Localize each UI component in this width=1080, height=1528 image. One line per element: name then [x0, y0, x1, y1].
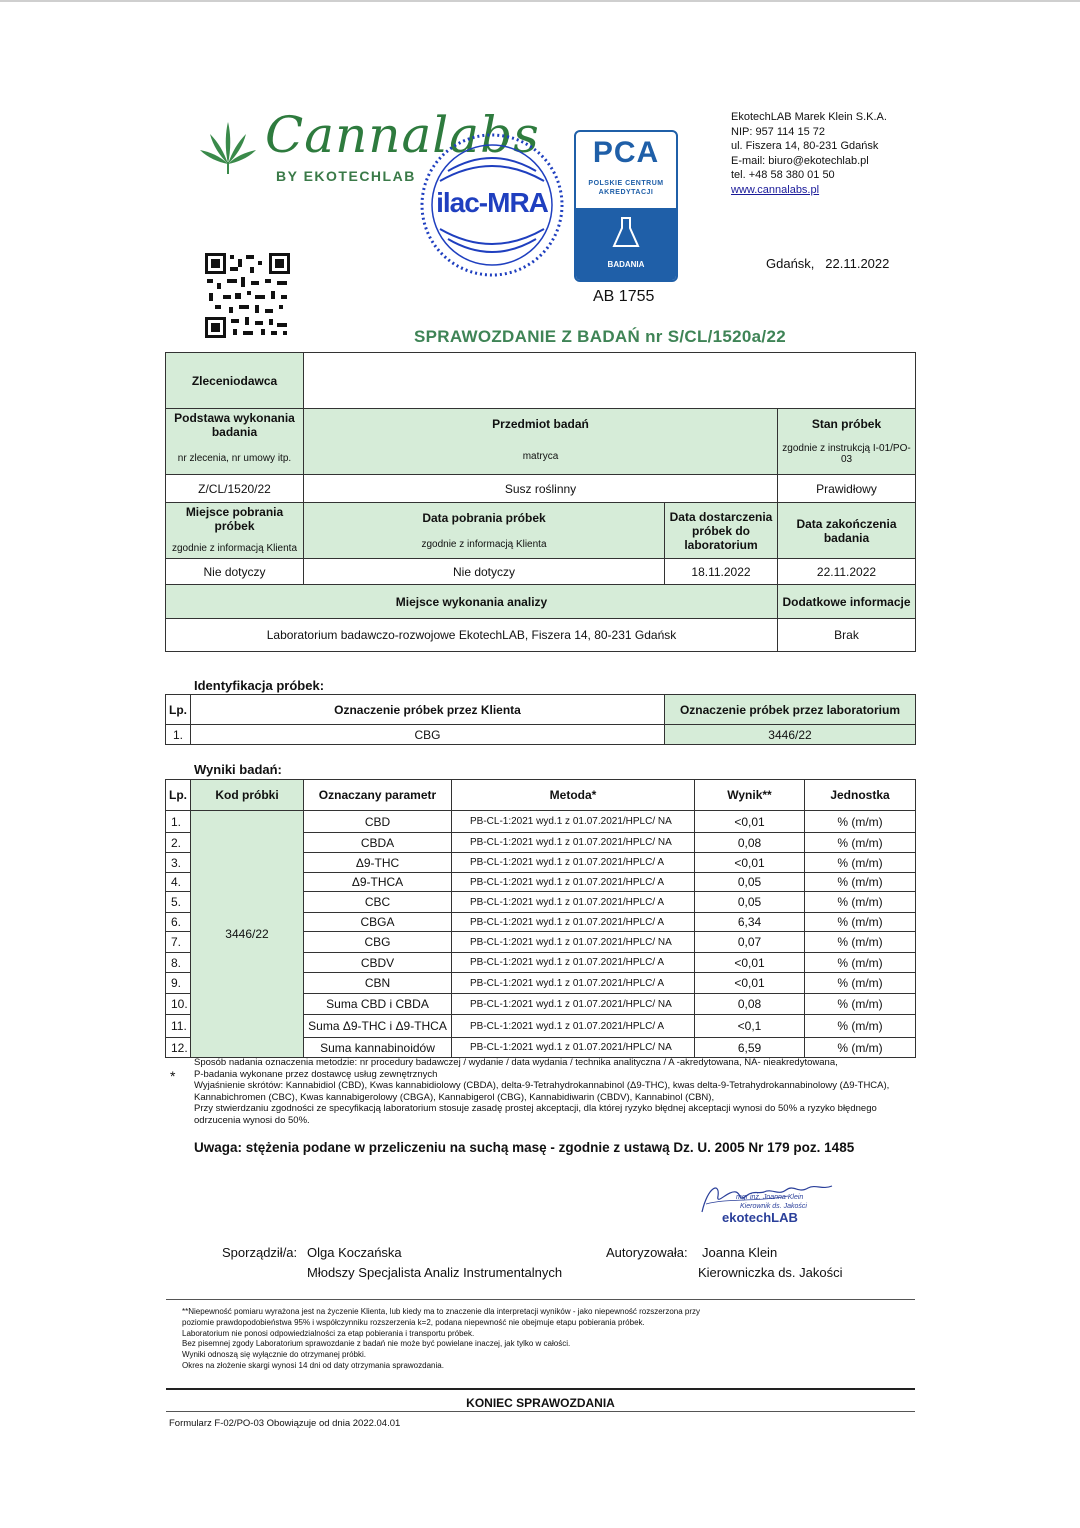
result-unit: % (m/m): [805, 1038, 916, 1058]
pca-badania: BADANIA: [607, 260, 645, 269]
miejsce-pobrania-value: Nie dotyczy: [166, 559, 304, 585]
result-lp: 1.: [166, 811, 191, 833]
authorized-role: Kierowniczka ds. Jakości: [698, 1265, 843, 1280]
stamp-name: mgr inż. Joanna Klein: [736, 1194, 804, 1201]
pca-badge: [574, 130, 678, 282]
ilac-mra-logo: [418, 131, 566, 279]
result-method: PB-CL-1:2021 wyd.1 z 01.07.2021/HPLC/ A: [452, 973, 695, 994]
footnote-4: Bez pisemnej zgody Laboratorium sprawozdanie z badań nie może być powielane inaczej, jak tylko w całości.: [182, 1339, 571, 1349]
ident-header-lp: Lp.: [166, 695, 191, 725]
prepared-label: Sporządził/a:: [222, 1245, 298, 1260]
result-value: 0,08: [695, 994, 805, 1015]
result-method: PB-CL-1:2021 wyd.1 z 01.07.2021/HPLC/ A: [452, 953, 695, 973]
footnotes: [182, 1307, 822, 1372]
result-value: <0,01: [695, 811, 805, 833]
company-nip: NIP: 957 114 15 72: [731, 125, 825, 138]
authorized-label: Autoryzowała:: [606, 1245, 688, 1260]
company-address: ul. Fiszera 14, 80-231 Gdańsk: [731, 140, 879, 152]
result-lp: 2.: [166, 833, 191, 853]
result-parameter: CBD: [304, 811, 452, 833]
ident-lab-code: 3446/22: [665, 725, 916, 745]
report-date: 22.11.2022: [825, 256, 890, 271]
method-note-star: *: [170, 1068, 176, 1084]
miejsce-analizy-value: Laboratorium badawczo-rozwojowe EkotechLAB, Fiszera 14, 80-231 Gdańsk: [166, 619, 778, 652]
footnote-2: poziomie prawdopodobieństwa 95% i współczynniku rozszerzenia k=2, podana niepewność nie obejmuje etapu pobierania próbek.: [182, 1317, 645, 1327]
report-title: SPRAWOZDANIE Z BADAŃ nr S/CL/1520a/22: [414, 327, 786, 346]
result-parameter: CBDV: [304, 953, 452, 973]
end-of-report: KONIEC SPRAWOZDANIA: [466, 1396, 615, 1410]
result-lp: 8.: [166, 953, 191, 973]
place: Gdańsk,: [766, 256, 815, 271]
logo-subtitle: BY EKOTECHLAB: [276, 168, 416, 184]
results-header-method: Metoda*: [452, 780, 695, 811]
zleceniodawca-label: Zleceniodawca: [166, 353, 304, 409]
ident-header-lab: Oznaczenie próbek przez laboratorium: [665, 695, 916, 725]
miejsce-pobrania-label: Miejsce pobrania próbek: [185, 505, 284, 533]
przedmiot-cell: [304, 409, 778, 475]
pca-line2: AKREDYTACJI: [598, 189, 654, 196]
result-lp: 4.: [166, 873, 191, 892]
result-value: 0,05: [695, 892, 805, 913]
result-unit: % (m/m): [805, 953, 916, 973]
result-lp: 11.: [166, 1015, 191, 1038]
note-line1: Sposób nadania oznaczenia metodzie: nr procedury badawczej / wydanie / data wydania / technika analityczna / A -akredytowana, NA- nieakredytowana,: [194, 1057, 838, 1068]
company-email: E-mail: biuro@ekotechlab.pl: [731, 154, 869, 167]
miejsce-analizy-label: Miejsce wykonania analizy: [166, 585, 778, 619]
result-lp: 10.: [166, 994, 191, 1015]
ident-client-code: CBG: [191, 725, 665, 745]
info-table: [165, 352, 916, 652]
footnote-3: Laboratorium nie ponosi odpowiedzialności za etap pobierania i transportu próbek.: [182, 1328, 475, 1338]
company-phone: tel. +48 58 380 01 50: [731, 169, 835, 181]
result-value: 0,08: [695, 833, 805, 853]
accreditation-number: AB 1755: [593, 288, 655, 305]
result-value: <0,01: [695, 853, 805, 873]
stan-value: Prawidłowy: [778, 475, 916, 503]
ilac-text: ilac-MRA: [436, 187, 548, 218]
result-parameter: Suma kannabinoidów: [304, 1038, 452, 1058]
miejsce-pobrania-sub: zgodnie z informacją Klienta: [171, 543, 298, 554]
result-method: PB-CL-1:2021 wyd.1 z 01.07.2021/HPLC/ A: [452, 873, 695, 892]
authorized-name: Joanna Klein: [702, 1245, 778, 1260]
result-parameter: Suma Δ9-THC i Δ9-THCA: [304, 1015, 452, 1038]
result-method: PB-CL-1:2021 wyd.1 z 01.07.2021/HPLC/ A: [452, 913, 695, 932]
form-label: Formularz F-02/PO-03 Obowiązuje od dnia 2022.04.01: [169, 1418, 401, 1429]
logo-name: Cannalabs: [265, 106, 540, 164]
przedmiot-sub: matryca: [522, 451, 559, 462]
podstawa-sub: nr zlecenia, nr umowy itp.: [177, 453, 292, 464]
results-header-lp: Lp.: [166, 780, 191, 811]
company-website-link[interactable]: www.cannalabs.pl: [731, 183, 820, 196]
data-zakonczenia-label: Data zakończenia badania: [778, 503, 916, 559]
result-lp: 12.: [166, 1038, 191, 1058]
result-lp: 5.: [166, 892, 191, 913]
zlecenie-value: Z/CL/1520/22: [166, 475, 304, 503]
results-header-result: Wynik**: [695, 780, 805, 811]
pca-title: PCA: [592, 136, 660, 169]
result-method: PB-CL-1:2021 wyd.1 z 01.07.2021/HPLC/ A: [452, 892, 695, 913]
result-value: <0,1: [695, 1015, 805, 1038]
note-line2: P-badania wykonane przez dostawcę usług zewnętrznych: [194, 1068, 438, 1080]
result-method: PB-CL-1:2021 wyd.1 z 01.07.2021/HPLC/ NA: [452, 932, 695, 953]
podstawa-label: Podstawa wykonania badania: [174, 411, 295, 439]
podstawa-cell: [166, 409, 304, 475]
results-body: [166, 811, 916, 1058]
result-method: PB-CL-1:2021 wyd.1 z 01.07.2021/HPLC/ NA: [452, 994, 695, 1015]
results-table: [165, 779, 916, 1058]
dodatkowe-label: Dodatkowe informacje: [778, 585, 916, 619]
data-dostarczenia-label: Data dostarczenia próbek do laboratorium: [665, 503, 778, 559]
result-value: <0,01: [695, 973, 805, 994]
matryca-value: Susz roślinny: [304, 475, 778, 503]
result-unit: % (m/m): [805, 932, 916, 953]
zleceniodawca-value: [304, 353, 916, 409]
result-method: PB-CL-1:2021 wyd.1 z 01.07.2021/HPLC/ A: [452, 853, 695, 873]
qr-code-icon: [205, 253, 290, 338]
result-unit: % (m/m): [805, 853, 916, 873]
stan-sub: zgodnie z instrukcją I-01/PO-03: [782, 443, 911, 465]
divider-bottom: [166, 1411, 915, 1412]
data-pobrania-cell: [304, 503, 665, 559]
prepared-role: Młodszy Specjalista Analiz Instrumentalnych: [307, 1265, 563, 1280]
note-line4: Przy stwierdzaniu zgodności ze specyfikacją laboratorium stosuje zasadę prostej akceptacji, dla której ryzyko błędnej akceptacji wynosi do 50% a ryzyko błędnego odrzucenia wynosi do 50%.: [194, 1103, 877, 1126]
results-label: Wyniki badań:: [194, 762, 282, 777]
result-parameter: CBGA: [304, 913, 452, 932]
results-header-code: Kod próbki: [191, 780, 304, 811]
results-header-param: Oznaczany parametr: [304, 780, 452, 811]
results-header-unit: Jednostka: [805, 780, 916, 811]
method-notes: [194, 1057, 904, 1127]
company-name: EkotechLAB Marek Klein S.K.A.: [731, 111, 887, 123]
data-pobrania-label: Data pobrania próbek: [422, 511, 546, 525]
footnote-5: Wyniki odnoszą się wyłącznie do otrzymanej próbki.: [182, 1350, 367, 1360]
flask-icon: [612, 216, 640, 250]
result-unit: % (m/m): [805, 994, 916, 1015]
result-unit: % (m/m): [805, 973, 916, 994]
result-value: 0,07: [695, 932, 805, 953]
ident-header-client: Oznaczenie próbek przez Klienta: [191, 695, 665, 725]
result-parameter: Suma CBD i CBDA: [304, 994, 452, 1015]
stamp-role: Kierownik ds. Jakości: [740, 1203, 807, 1210]
miejsce-pobrania-cell: [166, 503, 304, 559]
result-unit: % (m/m): [805, 873, 916, 892]
result-parameter: CBG: [304, 932, 452, 953]
identification-table: [165, 694, 916, 745]
result-value: 6,34: [695, 913, 805, 932]
footnote-1: **Niepewność pomiaru wyrażona jest na życzenie Klienta, lub kiedy ma to znaczenie dla interpretacji wyników - jako niepewność rozszerzona przy: [182, 1307, 701, 1316]
results-row: [166, 811, 916, 833]
result-lp: 9.: [166, 973, 191, 994]
data-zakonczenia-value: 22.11.2022: [778, 559, 916, 585]
result-unit: % (m/m): [805, 833, 916, 853]
top-border: [0, 0, 1080, 2]
result-unit: % (m/m): [805, 892, 916, 913]
result-parameter: CBN: [304, 973, 452, 994]
data-pobrania-value: Nie dotyczy: [304, 559, 665, 585]
data-pobrania-sub: zgodnie z informacją Klienta: [421, 539, 547, 550]
result-method: PB-CL-1:2021 wyd.1 z 01.07.2021/HPLC/ NA: [452, 833, 695, 853]
cannabis-leaf-icon: [198, 120, 258, 176]
divider-top: [166, 1299, 915, 1300]
result-parameter: CBDA: [304, 833, 452, 853]
result-lp: 7.: [166, 932, 191, 953]
result-method: PB-CL-1:2021 wyd.1 z 01.07.2021/HPLC/ NA: [452, 811, 695, 833]
result-lp: 3.: [166, 853, 191, 873]
przedmiot-label: Przedmiot badań: [492, 417, 589, 431]
result-parameter: Δ9-THCA: [304, 873, 452, 892]
result-lp: 6.: [166, 913, 191, 932]
dry-mass-note: Uwaga: stężenia podane w przeliczeniu na suchą masę - zgodnie z ustawą Dz. U. 2005 Nr 179 poz. 1485: [194, 1140, 855, 1155]
result-parameter: CBC: [304, 892, 452, 913]
identification-label: Identyfikacja próbek:: [194, 678, 325, 693]
result-method: PB-CL-1:2021 wyd.1 z 01.07.2021/HPLC/ NA: [452, 1038, 695, 1058]
place-date: [766, 256, 889, 271]
prepared-name: Olga Koczańska: [307, 1245, 402, 1260]
stamp-brand: ekotechLAB: [722, 1210, 798, 1225]
result-unit: % (m/m): [805, 1015, 916, 1038]
result-sample-code: 3446/22: [191, 811, 304, 1058]
pca-line1: POLSKIE CENTRUM: [588, 180, 664, 187]
stan-label: Stan próbek: [811, 417, 882, 431]
note-line3: Wyjaśnienie skrótów: Kannabidiol (CBD), Kwas kannabidiolowy (CBDA), delta-9-Tetrahydrokannabinol (Δ9-THC), kwas delta-9-Tetrahydrokannabinolowy (Δ9-THCA), Kannabichromen (CBC), Kwas kannabigerolowy (CBGA), Kannabigerol (CBG), Kannabidiwarin (CBDV), Kannabinol (CBN),: [194, 1080, 890, 1103]
data-dostarczenia-value: 18.11.2022: [665, 559, 778, 585]
result-unit: % (m/m): [805, 913, 916, 932]
divider-end: [166, 1388, 915, 1390]
pca-blue-panel: [576, 208, 676, 280]
company-contact: [731, 110, 887, 197]
ident-lp: 1.: [166, 725, 191, 745]
result-value: <0,01: [695, 953, 805, 973]
result-value: 6,59: [695, 1038, 805, 1058]
result-value: 0,05: [695, 873, 805, 892]
result-unit: % (m/m): [805, 811, 916, 833]
stan-cell: [778, 409, 916, 475]
dodatkowe-value: Brak: [778, 619, 916, 652]
footnote-6: Okres na złożenie skargi wynosi 14 dni od daty otrzymania sprawozdania.: [182, 1360, 444, 1370]
result-method: PB-CL-1:2021 wyd.1 z 01.07.2021/HPLC/ A: [452, 1015, 695, 1038]
result-parameter: Δ9-THC: [304, 853, 452, 873]
